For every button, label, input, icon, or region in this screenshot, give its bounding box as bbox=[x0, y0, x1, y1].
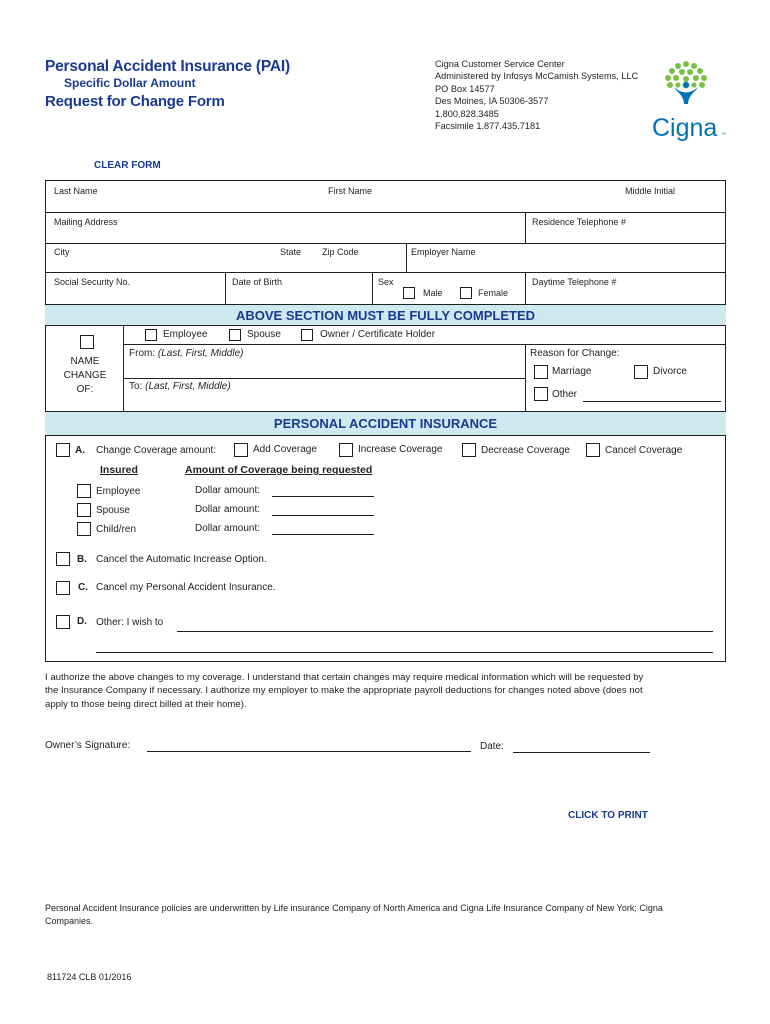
owner-label: Owner / Certificate Holder bbox=[320, 329, 436, 340]
divider bbox=[123, 326, 124, 411]
address-block bbox=[435, 58, 638, 132]
cigna-logo bbox=[648, 58, 728, 142]
insured-header: Insured bbox=[100, 464, 138, 476]
last-name-label: Last Name bbox=[54, 186, 98, 196]
marriage-label: Marriage bbox=[552, 366, 592, 377]
footer-text: Personal Accident Insurance policies are underwritten by Life insurance Company of North America and Cigna Life Insurance Company of New York; Cigna Companies. bbox=[45, 903, 663, 926]
insured-children-checkbox[interactable] bbox=[77, 522, 91, 536]
form-title: Personal Accident Insurance (PAI) bbox=[45, 58, 290, 75]
daytime-phone-label: Daytime Telephone # bbox=[532, 277, 617, 287]
ssn-label: Social Security No. bbox=[54, 277, 131, 287]
authorization-text: I authorize the above changes to my coverage. I understand that certain changes may require medical information which will be requested by the Insurance Company if necessary. I authorize my employer to make the appropriate payroll deductions for changes noted above (does not apply to those being direct billed at their home). bbox=[45, 672, 644, 710]
logo-text: Cigna bbox=[652, 114, 718, 142]
insured-children-label: Child/ren bbox=[96, 524, 137, 535]
to-label: To: (Last, First, Middle) bbox=[129, 381, 231, 392]
insured-employee-checkbox[interactable] bbox=[77, 484, 91, 498]
form-code: 811724 CLB 01/2016 bbox=[47, 972, 132, 982]
dob-label: Date of Birth bbox=[232, 277, 283, 287]
employer-label: Employer Name bbox=[411, 247, 476, 257]
address-line: Facsimile 1.877.435.7181 bbox=[435, 121, 541, 132]
name-change-label: NAME CHANGE OF: bbox=[63, 356, 107, 395]
option-d-checkbox[interactable] bbox=[56, 615, 70, 629]
divider bbox=[123, 378, 525, 379]
tree-icon bbox=[648, 58, 728, 142]
divider bbox=[45, 212, 726, 213]
option-c-letter: C. bbox=[78, 582, 88, 593]
form-subtitle: Specific Dollar Amount bbox=[64, 76, 196, 90]
male-checkbox[interactable] bbox=[403, 287, 415, 299]
add-coverage-checkbox[interactable] bbox=[234, 443, 248, 457]
print-button[interactable]: CLICK TO PRINT bbox=[568, 810, 648, 821]
option-a-text: Change Coverage amount: bbox=[96, 445, 217, 456]
decrease-coverage-checkbox[interactable] bbox=[462, 443, 476, 457]
residence-phone-label: Residence Telephone # bbox=[532, 217, 626, 227]
dollar-amount-label: Dollar amount: bbox=[195, 523, 261, 534]
clear-form-button[interactable]: CLEAR FORM bbox=[94, 160, 161, 171]
from-label: From: (Last, First, Middle) bbox=[129, 348, 244, 359]
option-a-letter: A. bbox=[75, 445, 85, 456]
other-reason-label: Other bbox=[552, 389, 578, 400]
dollar-amount-label: Dollar amount: bbox=[195, 485, 261, 496]
insured-spouse-label: Spouse bbox=[96, 505, 130, 516]
dollar-amount-label: Dollar amount: bbox=[195, 504, 261, 515]
address-line: Administered by Infosys McCamish Systems, LLC bbox=[435, 71, 639, 82]
other-reason-checkbox[interactable] bbox=[534, 387, 548, 401]
cancel-coverage-checkbox[interactable] bbox=[586, 443, 600, 457]
divider bbox=[45, 272, 726, 273]
cancel-coverage-label: Cancel Coverage bbox=[605, 445, 683, 456]
divorce-label: Divorce bbox=[653, 366, 687, 377]
divider bbox=[123, 344, 726, 345]
option-c-checkbox[interactable] bbox=[56, 581, 70, 595]
decrease-coverage-label: Decrease Coverage bbox=[481, 445, 570, 456]
date-field[interactable] bbox=[513, 752, 650, 753]
insured-spouse-checkbox[interactable] bbox=[77, 503, 91, 517]
middle-initial-label: Middle Initial bbox=[625, 186, 676, 196]
option-b-text: Cancel the Automatic Increase Option. bbox=[96, 554, 267, 565]
spouse-checkbox[interactable] bbox=[229, 329, 241, 341]
employee-amount-field[interactable] bbox=[272, 496, 374, 497]
divider bbox=[45, 243, 726, 244]
divorce-checkbox[interactable] bbox=[634, 365, 648, 379]
reason-label: Reason for Change: bbox=[530, 348, 620, 359]
zip-label: Zip Code bbox=[322, 247, 359, 257]
owner-signature-field[interactable] bbox=[147, 751, 471, 752]
divider bbox=[525, 344, 526, 411]
state-label: State bbox=[280, 247, 302, 257]
city-label: City bbox=[54, 247, 70, 257]
other-reason-field[interactable] bbox=[583, 401, 721, 402]
svg-text:™: ™ bbox=[721, 132, 726, 138]
address-line: 1.800.828.3485 bbox=[435, 108, 499, 119]
divider bbox=[525, 212, 526, 243]
date-label: Date: bbox=[480, 741, 504, 752]
amount-header: Amount of Coverage being requested bbox=[185, 464, 373, 476]
sex-label: Sex bbox=[378, 277, 394, 287]
divider bbox=[406, 243, 407, 272]
spouse-amount-field[interactable] bbox=[272, 515, 374, 516]
section-header-completed: ABOVE SECTION MUST BE FULLY COMPLETED bbox=[45, 304, 726, 326]
option-a-checkbox[interactable] bbox=[56, 443, 70, 457]
employee-label: Employee bbox=[163, 329, 208, 340]
mailing-address-label: Mailing Address bbox=[54, 217, 118, 227]
option-b-letter: B. bbox=[77, 554, 87, 565]
marriage-checkbox[interactable] bbox=[534, 365, 548, 379]
spouse-label: Spouse bbox=[247, 329, 281, 340]
name-change-checkbox[interactable] bbox=[80, 335, 94, 349]
add-coverage-label: Add Coverage bbox=[253, 444, 317, 455]
divider bbox=[225, 272, 226, 304]
employee-checkbox[interactable] bbox=[145, 329, 157, 341]
address-line: PO Box 14577 bbox=[435, 83, 495, 94]
increase-coverage-label: Increase Coverage bbox=[358, 444, 443, 455]
other-wish-field-line2[interactable] bbox=[96, 652, 713, 653]
address-line: Des Moines, IA 50306-3577 bbox=[435, 96, 549, 107]
name-field[interactable] bbox=[46, 185, 725, 211]
owner-signature-label: Owner’s Signature: bbox=[45, 740, 131, 751]
other-wish-field[interactable] bbox=[177, 631, 713, 632]
option-d-letter: D. bbox=[77, 616, 87, 627]
female-checkbox[interactable] bbox=[460, 287, 472, 299]
female-label: Female bbox=[478, 288, 509, 298]
option-c-text: Cancel my Personal Accident Insurance. bbox=[96, 582, 276, 593]
address-line: Cigna Customer Service Center bbox=[435, 59, 565, 69]
option-b-checkbox[interactable] bbox=[56, 552, 70, 566]
option-d-text: Other: I wish to bbox=[96, 617, 164, 628]
owner-checkbox[interactable] bbox=[301, 329, 313, 341]
divider bbox=[525, 272, 526, 304]
male-label: Male bbox=[423, 288, 443, 298]
section-header-pai: PERSONAL ACCIDENT INSURANCE bbox=[45, 411, 726, 436]
children-amount-field[interactable] bbox=[272, 534, 374, 535]
form-name: Request for Change Form bbox=[45, 93, 225, 110]
increase-coverage-checkbox[interactable] bbox=[339, 443, 353, 457]
divider bbox=[372, 272, 373, 304]
insured-employee-label: Employee bbox=[96, 486, 141, 497]
first-name-label: First Name bbox=[328, 186, 373, 196]
